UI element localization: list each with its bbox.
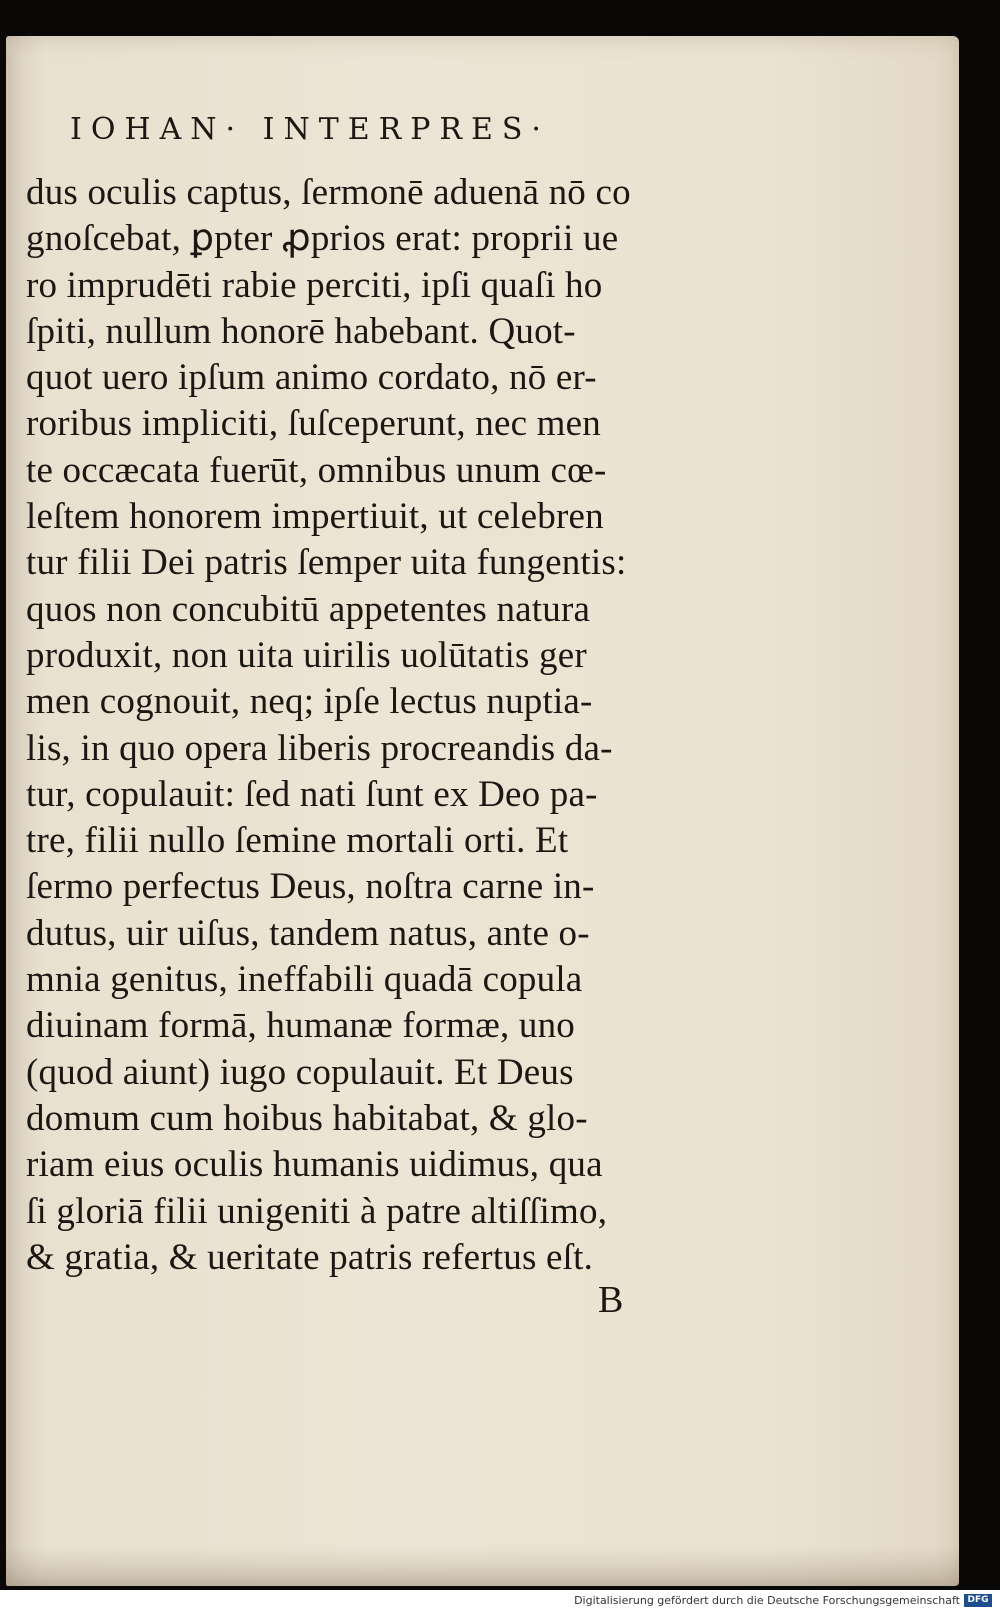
text-line: dutus, uir uiſus, tandem natus, ante o- <box>26 912 590 954</box>
text-line: men cognouit, neq; ipſe lectus nuptia- <box>26 681 593 723</box>
text-line: te occæcata fuerūt, omnibus unum cœ- <box>26 449 607 491</box>
text-line: gnoſcebat, ꝑpter ꝓprios erat: proprii ue <box>26 218 619 260</box>
text-line: leſtem honorem impertiuit, ut celebren <box>26 496 604 538</box>
text-line: riam eius oculis humanis uidimus, qua <box>26 1144 603 1186</box>
body-text <box>26 170 686 1281</box>
text-line: produxit, non uita uirilis uolūtatis ger <box>26 634 587 676</box>
text-line: tur, copulauit: ſed nati ſunt ex Deo pa- <box>26 773 598 815</box>
text-line: quos non concubitū appetentes natura <box>26 588 591 630</box>
text-line: roribus impliciti, ſuſceperunt, nec men <box>26 403 601 445</box>
page-shadow <box>6 1546 959 1586</box>
text-line: ro imprudēti rabie perciti, ipſi quaſi ho <box>26 264 603 306</box>
text-line: lis, in quo opera liberis procreandis da- <box>26 727 613 769</box>
footer-bar <box>0 1590 1000 1609</box>
text-line: tre, filii nullo ſemine mortali orti. Et <box>26 820 569 862</box>
dfg-logo: DFG <box>964 1594 992 1607</box>
text-line: quot uero ipſum animo cordato, nō er- <box>26 357 597 399</box>
text-line: ſpiti, nullum honorē habebant. Quot- <box>26 310 576 352</box>
text-block <box>26 100 686 1281</box>
text-line: mnia genitus, ineffabili quadā copula <box>26 959 583 1001</box>
signature-mark: B <box>598 1279 624 1321</box>
funding-note: Digitalisierung gefördert durch die Deutsche Forschungsgemeinschaft <box>574 1594 960 1607</box>
text-line: & gratia, & ueritate patris refertus eſt. <box>26 1236 594 1278</box>
text-line: (quod aiunt) iugo copulauit. Et Deus <box>26 1051 574 1093</box>
text-line: domum cum hoibus habitabat, & glo- <box>26 1097 588 1139</box>
text-line: diuinam formā, humanæ formæ, uno <box>26 1005 575 1047</box>
text-line: ſermo perfectus Deus, noſtra carne in- <box>26 866 595 908</box>
text-line: dus oculis captus, ſermonē aduenā nō co <box>26 172 631 213</box>
text-line: tur filii Dei patris ſemper uita fungentis: <box>26 542 627 584</box>
running-head: IOHAN· INTERPRES· <box>70 112 550 147</box>
text-line: ſi gloriā filii unigeniti à patre altiſſimo, <box>26 1190 608 1232</box>
